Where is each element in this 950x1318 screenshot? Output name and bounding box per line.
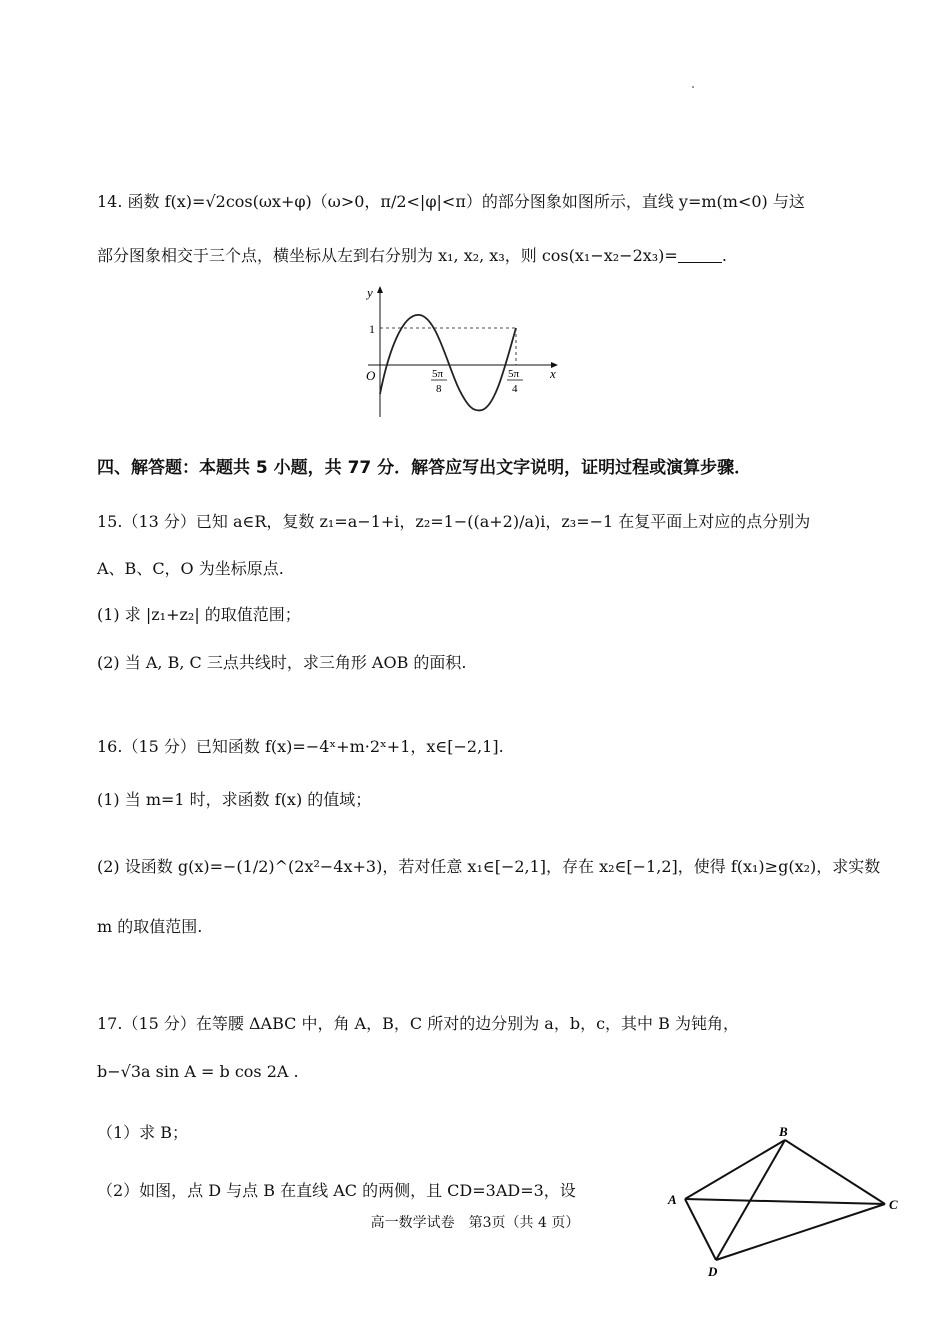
q15-part1: (1) 求 |z₁+z₂| 的取值范围； [97, 605, 301, 624]
x-tick-5pi8-den: 8 [436, 383, 442, 395]
vertex-D-label: D [708, 1264, 718, 1279]
q16-part1: (1) 当 m=1 时，求函数 f(x) 的值域； [97, 790, 372, 809]
origin-label: O [366, 368, 376, 383]
q15-part2: (2) 当 A, B, C 三点共线时，求三角形 AOB 的面积. [97, 653, 467, 672]
q17-part1: （1）求 B； [97, 1123, 189, 1142]
cosine-curve [380, 315, 516, 411]
answer-blank [678, 262, 722, 263]
q14-line2-text: 部分图象相交于三个点，横坐标从左到右分别为 x₁, x₂, x₃，则 cos(x₁−x₂−2x₃)= [97, 246, 678, 265]
q14-line2-end: . [721, 246, 727, 265]
q14-line2 [97, 244, 870, 268]
vertex-C-label: C [889, 1197, 898, 1212]
q16-part2-cont: m 的取值范围. [97, 917, 203, 936]
y-axis-label: y [367, 285, 373, 300]
vertex-A-label: A [668, 1192, 677, 1207]
q14-line1: 14. 函数 f(x)=√2cos(ωx+φ)（ω>0，π/2<|φ|<π）的部分图象如图所示，直线 y=m(m<0) 与这 [97, 192, 805, 211]
q17-part2: （2）如图，点 D 与点 B 在直线 AC 的两侧，且 CD=3AD=3，设 [97, 1181, 576, 1200]
x-axis-label: x [550, 366, 556, 381]
x-tick-5pi4-den: 4 [512, 383, 518, 395]
x-tick-5pi4-num: 5π [508, 368, 520, 380]
segment-BC [785, 1140, 885, 1204]
x-tick-5pi8-num: 5π [432, 368, 444, 380]
q15-line1: 15.（13 分）已知 a∈R，复数 z₁=a−1+i，z₂=1−((a+2)/a)i，z₃=−1 在复平面上对应的点分别为 [97, 512, 811, 531]
q16-part2: (2) 设函数 g(x)=−(1/2)^(2x²−4x+3)，若对任意 x₁∈[−2,1]，存在 x₂∈[−1,2]，使得 f(x₁)≥g(x₂)，求实数 [97, 857, 881, 876]
q17-line2: b−√3a sin A = b cos 2A . [97, 1062, 299, 1081]
vertex-B-label: B [779, 1124, 788, 1139]
section4-title: 四、解答题：本题共 5 小题，共 77 分．解答应写出文字说明，证明过程或演算步骤． [97, 458, 752, 478]
segment-AB [685, 1140, 785, 1199]
q17-line1: 17.（15 分）在等腰 ΔABC 中，角 A，B，C 所对的边分别为 a，b，c，其中 B 为钝角， [97, 1014, 739, 1033]
q15-line2: A、B、C，O 为坐标原点. [97, 559, 284, 578]
y-axis-arrow [377, 286, 383, 293]
page-footer: 高一数学试卷 第3页（共 4 页） [370, 1215, 580, 1231]
q16-line1: 16.（15 分）已知函数 f(x)=−4ˣ+m·2ˣ+1，x∈[−2,1]. [97, 737, 504, 756]
segment-AC [685, 1199, 885, 1204]
y-tick-1: 1 [369, 322, 375, 336]
scan-speck [692, 86, 694, 88]
q14-function-graph [350, 282, 570, 422]
q17-quadrilateral-figure [660, 1122, 910, 1282]
